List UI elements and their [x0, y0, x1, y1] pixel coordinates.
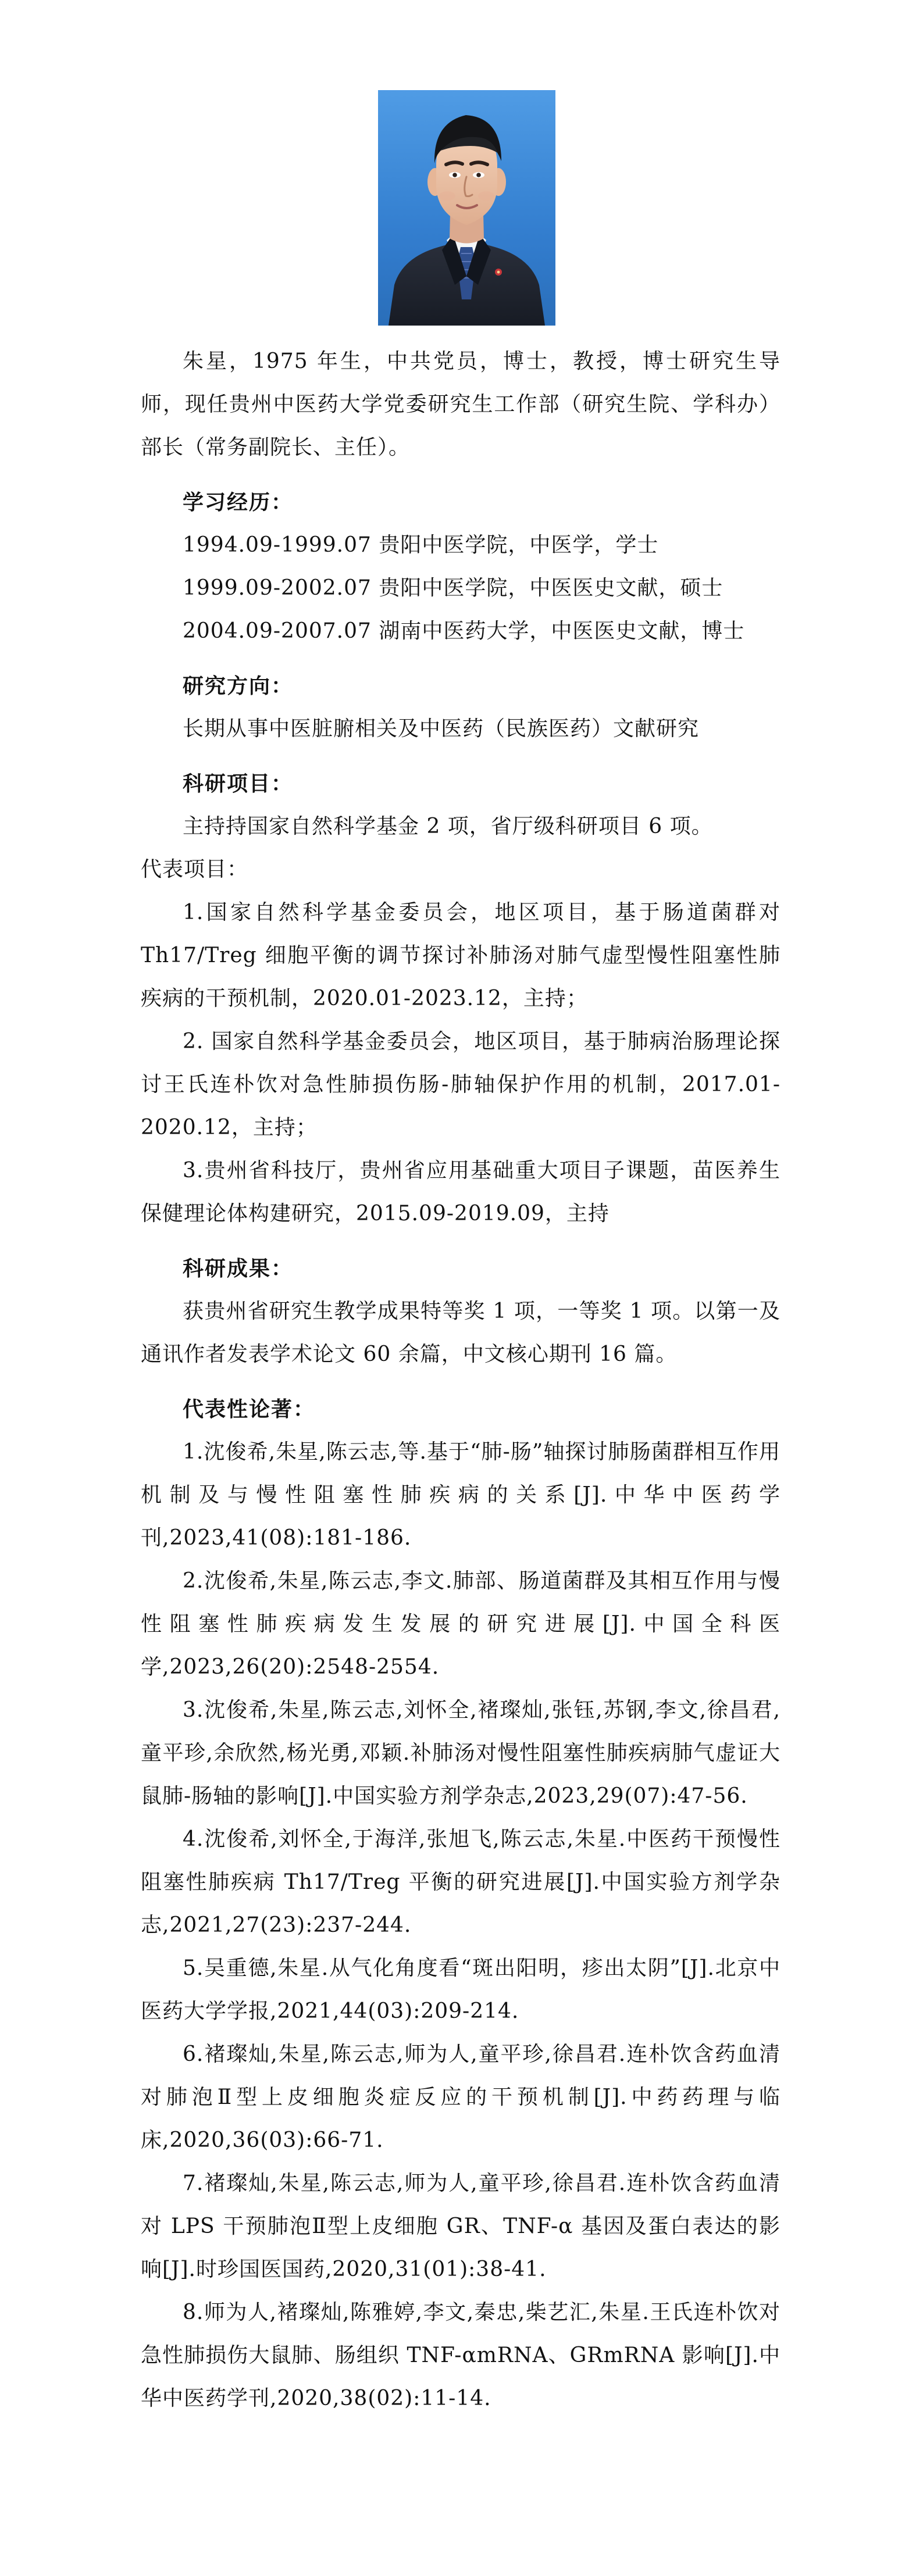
publication-item: 6.褚璨灿,朱星,陈云志,师为人,童平珍,徐昌君.连朴饮含药血清对肺泡Ⅱ型上皮细胞炎症反应的干预机制[J].中药药理与临床,2020,36(03):66-71. [141, 2042, 781, 2152]
publications-section [141, 1388, 781, 2420]
research-heading: 研究方向： [183, 674, 294, 698]
publication-item: 7.褚璨灿,朱星,陈云志,师为人,童平珍,徐昌君.连朴饮含药血清对 LPS 干预肺泡Ⅱ型上皮细胞 GR、TNF-α 基因及蛋白表达的影响[J].时珍国医国药,2020,31(01):38-41. [141, 2171, 781, 2281]
achievements-text: 获贵州省研究生教学成果特等奖 1 项，一等奖 1 项。以第一及通讯作者发表学术论文 60 余篇，中文核心期刊 16 篇。 [141, 1299, 781, 1366]
achievements-heading: 科研成果： [183, 1256, 294, 1281]
achievements-section [141, 1247, 781, 1376]
representative-projects-label: 代表项目： [141, 858, 249, 881]
section-gap [141, 1235, 781, 1247]
section-gap [141, 1376, 781, 1388]
publication-item: 2.沈俊希,朱星,陈云志,李文.肺部、肠道菌群及其相互作用与慢性阻塞性肺疾病发生发展的研究进展[J].中国全科医学,2023,26(20):2548-2554. [141, 1569, 781, 1679]
projects-section [141, 762, 781, 1235]
profile-content [141, 340, 781, 2420]
publication-item: 5.吴重德,朱星.从气化角度看“斑出阳明，疹出太阴”[J].北京中医药大学学报,2021,44(03):209-214. [141, 1956, 781, 2023]
project-item: 2. 国家自然科学基金委员会，地区项目，基于肺病治肠理论探讨王氏连朴饮对急性肺损伤肠-肺轴保护作用的机制，2017.01-2020.12，主持； [141, 1030, 781, 1139]
education-item: 1999.09-2002.07 贵阳中医学院，中医医史文献，硕士 [183, 576, 724, 600]
portrait-illustration [378, 90, 555, 326]
project-item: 3.贵州省科技厅，贵州省应用基础重大项目子课题，苗医养生保健理论体构建研究，2015.09-2019.09，主持 [141, 1159, 781, 1226]
publication-item: 1.沈俊希,朱星,陈云志,等.基于“肺-肠”轴探讨肺肠菌群相互作用机制及与慢性阻塞性肺疾病的关系[J].中华中医药学刊,2023,41(08):181-186. [141, 1440, 781, 1550]
intro-paragraph: 朱星，1975 年生，中共党员，博士，教授，博士研究生导师，现任贵州中医药大学党委研究生工作部（研究生院、学科办）部长（常务副院长、主任）。 [141, 349, 781, 459]
project-item: 1.国家自然科学基金委员会，地区项目，基于肠道菌群对 Th17/Treg 细胞平衡的调节探讨补肺汤对肺气虚型慢性阻塞性肺疾病的干预机制，2020.01-2023.12，主持； [141, 901, 781, 1010]
publication-item: 8.师为人,褚璨灿,陈雅婷,李文,秦忠,柴艺汇,朱星.王氏连朴饮对急性肺损伤大鼠肺、肠组织 TNF-αmRNA、GRmRNA 影响[J].中华中医药学刊,2020,38(02):11-14. [141, 2300, 781, 2410]
publications-heading: 代表性论著： [183, 1397, 316, 1421]
portrait-photo [378, 90, 555, 326]
projects-summary: 主持持国家自然科学基金 2 项，省厅级科研项目 6 项。 [183, 814, 713, 838]
section-gap [141, 469, 781, 481]
publication-item: 4.沈俊希,刘怀全,于海洋,张旭飞,陈云志,朱星.中医药干预慢性阻塞性肺疾病 Th17/Treg 平衡的研究进展[J].中国实验方剂学杂志,2021,27(23):237-244. [141, 1827, 781, 1937]
research-text: 长期从事中医脏腑相关及中医药（民族医药）文献研究 [183, 717, 700, 741]
education-item: 1994.09-1999.07 贵阳中医学院，中医学，学士 [183, 533, 659, 557]
education-item: 2004.09-2007.07 湖南中医药大学，中医医史文献，博士 [183, 619, 745, 643]
education-heading: 学习经历： [183, 490, 294, 515]
section-gap [141, 653, 781, 664]
education-section [141, 481, 781, 653]
publication-item: 3.沈俊希,朱星,陈云志,刘怀全,褚璨灿,张钰,苏钢,李文,徐昌君,童平珍,余欣然,杨光勇,邓颖.补肺汤对慢性阻塞性肺疾病肺气虚证大鼠肺-肠轴的影响[J].中国实验方剂学杂志,2023,29(07):47-56. [141, 1698, 781, 1808]
projects-heading: 科研项目： [183, 771, 294, 796]
section-gap [141, 751, 781, 762]
research-section [141, 664, 781, 751]
